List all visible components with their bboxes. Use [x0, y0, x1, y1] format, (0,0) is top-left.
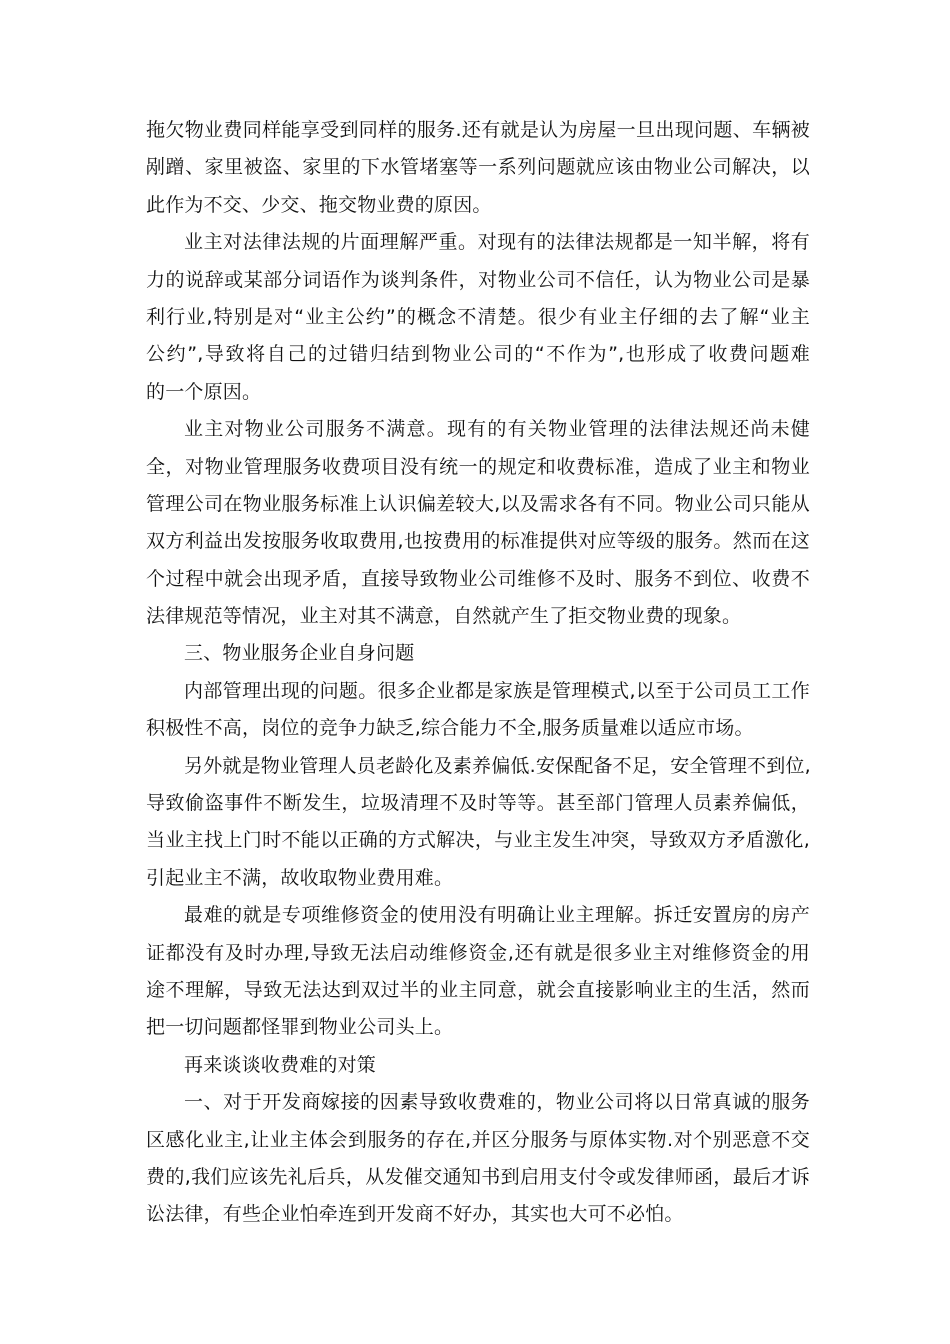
text-line: 证都没有及时办理,导致无法启动维修资金,还有就是很多业主对维修资金的用 [146, 941, 810, 964]
text-line: 业主对法律法规的片面理解严重。对现有的法律法规都是一知半解，将有 [184, 231, 810, 254]
text-line: 积极性不高，岗位的竞争力缺乏,综合能力不全,服务质量难以适应市场。 [146, 717, 754, 740]
text-line: 再来谈谈收费难的对策 [184, 1053, 377, 1076]
text-line: 内部管理出现的问题。很多企业都是家族是管理模式,以至于公司员工工作 [184, 679, 810, 702]
section-heading [146, 1047, 810, 1084]
paragraph [146, 411, 810, 635]
paragraph [146, 748, 810, 898]
text-line: 一、对于开发商嫁接的因素导致收费难的，物业公司将以日常真诚的服务 [184, 1091, 810, 1114]
paragraph [146, 897, 810, 1047]
document-body [146, 112, 810, 1234]
text-line: 引起业主不满，故收取物业费用难。 [146, 866, 454, 889]
text-line: 全，对物业管理服务收费项目没有统一的规定和收费标准，造成了业主和物业 [146, 455, 810, 478]
text-line: 三、物业服务企业自身问题 [184, 642, 415, 665]
paragraph [146, 1084, 810, 1234]
text-line: 剐蹭、家里被盗、家里的下水管堵塞等一系列问题就应该由物业公司解决，以 [146, 156, 810, 179]
text-line: 业主对物业公司服务不满意。现有的有关物业管理的法律法规还尚未健 [184, 418, 810, 441]
paragraph [146, 673, 810, 748]
text-line: 当业主找上门时不能以正确的方式解决，与业主发生冲突，导致双方矛盾激化, [146, 829, 810, 852]
text-line: 法律规范等情况，业主对其不满意，自然就产生了拒交物业费的现象。 [146, 605, 742, 628]
text-line: 利行业,特别是对“业主公约”的概念不清楚。很少有业主仔细的去了解“业主 [146, 305, 810, 328]
text-line: 最难的就是专项维修资金的使用没有明确让业主理解。拆迁安置房的房产 [184, 904, 810, 927]
text-line: 公约”,导致将自己的过错归结到物业公司的“不作为”,也形成了收费问题难 [146, 343, 810, 366]
text-line: 拖欠物业费同样能享受到同样的服务.还有就是认为房屋一旦出现问题、车辆被 [146, 119, 810, 141]
text-line: 管理公司在物业服务标准上认识偏差较大,以及需求各有不同。物业公司只能从 [146, 492, 810, 515]
text-line: 费的,我们应该先礼后兵，从发催交通知书到启用支付令或发律师函，最后才诉 [146, 1165, 810, 1188]
text-line: 此作为不交、少交、拖交物业费的原因。 [146, 193, 492, 216]
paragraph [146, 112, 810, 224]
text-line: 途不理解，导致无法达到双过半的业主同意，就会直接影响业主的生活，然而 [146, 978, 810, 1001]
text-line: 把一切问题都怪罪到物业公司头上。 [146, 1016, 454, 1039]
text-line: 导致偷盗事件不断发生，垃圾清理不及时等等。甚至部门管理人员素养偏低， [146, 792, 810, 815]
text-line: 个过程中就会出现矛盾，直接导致物业公司维修不及时、服务不到位、收费不 [146, 567, 810, 590]
text-line: 另外就是物业管理人员老龄化及素养偏低.安保配备不足，安全管理不到位, [184, 754, 811, 777]
paragraph [146, 224, 810, 411]
text-line: 讼法律，有些企业怕牵连到开发商不好办，其实也大可不必怕。 [146, 1203, 684, 1226]
text-line: 区感化业主,让业主体会到服务的存在,并区分服务与原体实物.对个别恶意不交 [146, 1128, 810, 1151]
section-heading [146, 635, 810, 672]
text-line: 力的说辞或某部分词语作为谈判条件，对物业公司不信任，认为物业公司是暴 [146, 268, 810, 291]
text-line: 的一个原因。 [146, 380, 262, 403]
text-line: 双方利益出发按服务收取费用,也按费用的标准提供对应等级的服务。然而在这 [146, 530, 810, 553]
